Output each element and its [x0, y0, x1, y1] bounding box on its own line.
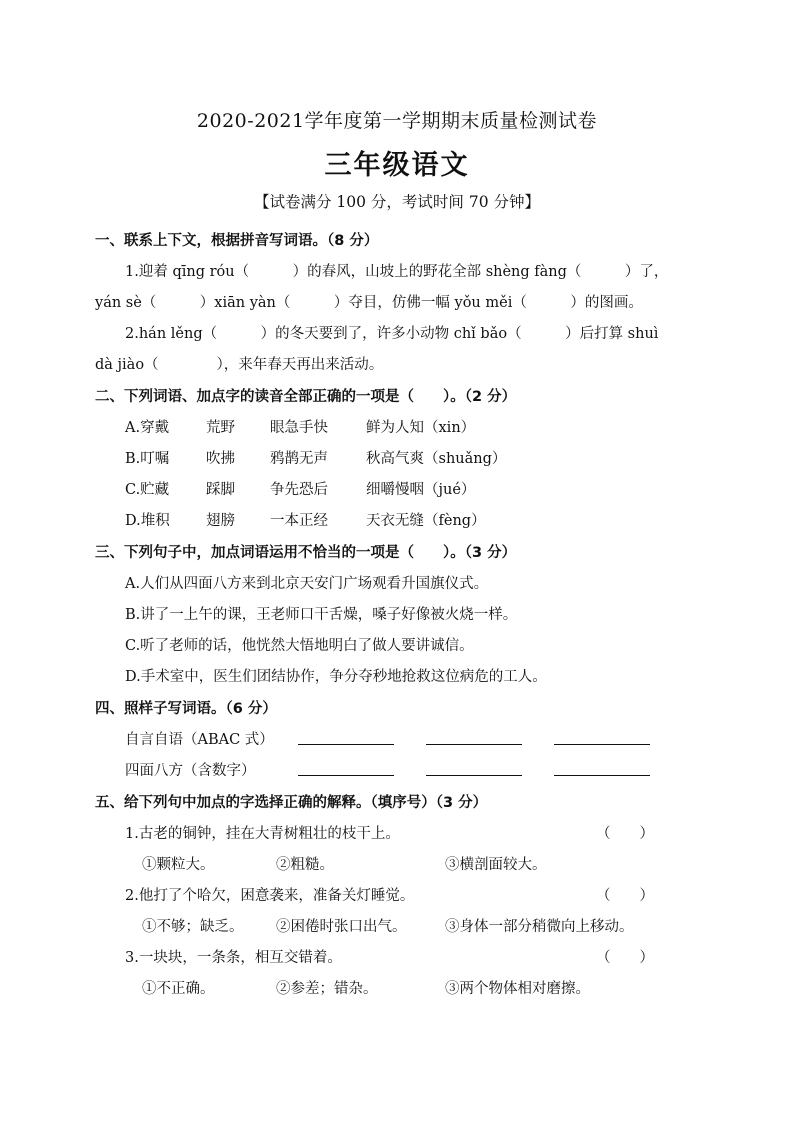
exam-note: 【试卷满分 100 分，考试时间 70 分钟】: [253, 193, 541, 211]
answer-line[interactable]: [426, 743, 522, 745]
section-1-line: yán sè（ ）xiān yàn（ ）夺目，仿佛一幅 yǒu měi（ ）的图画。: [95, 295, 643, 311]
choice-3: ③身体一部分稍微向上移动。: [445, 919, 634, 935]
answer-line[interactable]: [298, 743, 394, 745]
option-b-word1: B.叮嘱: [125, 451, 170, 467]
question-sentence: 3.一块块，一条条，相互交错着。: [125, 950, 342, 966]
choice-3: ③横剖面较大。: [445, 857, 547, 873]
option-c-word2: 踩脚: [206, 482, 235, 498]
option-c-word3: 争先恐后: [270, 482, 328, 498]
section-3-heading: 三、下列句子中，加点词语运用不恰当的一项是（ ）。（3 分）: [95, 545, 517, 561]
section-3-option: A.人们从四面八方来到北京天安门广场观看升国旗仪式。: [125, 576, 489, 592]
word-pattern-label: 自言自语（ABAC 式）: [125, 732, 274, 748]
choice-2: ②参差；错杂。: [276, 981, 378, 997]
section-1-line: 1.迎着 qīng róu（ ）的春风，山坡上的野花全部 shèng fàng（ ）了，: [125, 264, 669, 280]
answer-paren[interactable]: （ ）: [596, 888, 654, 904]
answer-paren[interactable]: （ ）: [596, 950, 654, 966]
section-1-line: 2.hán lěng（ ）的冬天要到了，许多小动物 chǐ bǎo（ ）后打算 shuì: [125, 326, 659, 342]
option-a-word2: 荒野: [206, 420, 235, 436]
section-1-heading: 一、联系上下文，根据拼音写词语。（8 分）: [95, 233, 379, 249]
option-d-word1: D.堆积: [125, 513, 170, 529]
option-d-word3: 一本正经: [270, 513, 328, 529]
choice-1: ①不正确。: [142, 981, 215, 997]
option-a-word1: A.穿戴: [125, 420, 170, 436]
section-5-heading: 五、给下列句中加点的字选择正确的解释。（填序号）（3 分）: [95, 795, 488, 811]
answer-paren[interactable]: （ ）: [596, 826, 654, 842]
question-sentence: 1.古老的铜钟，挂在大青树粗壮的枝干上。: [125, 826, 400, 842]
option-d-word2: 翅膀: [206, 513, 235, 529]
choice-2: ②困倦时张口出气。: [276, 919, 407, 935]
option-c-word4: 细嚼慢咽（jué）: [366, 482, 476, 498]
subject-title: 三年级语文: [324, 150, 470, 181]
answer-line[interactable]: [426, 774, 522, 776]
answer-line[interactable]: [554, 743, 650, 745]
word-pattern-label: 四面八方（含数字）: [125, 763, 256, 779]
option-b-word2: 吹拂: [206, 451, 235, 467]
option-b-word4: 秋高气爽（shuǎng）: [366, 451, 507, 467]
section-3-option: C.听了老师的话，他恍然大悟地明白了做人要讲诚信。: [125, 638, 474, 654]
section-3-option: D.手术室中，医生们团结协作，争分夺秒地抢救这位病危的工人。: [125, 669, 547, 685]
option-a-word3: 眼急手快: [270, 420, 328, 436]
option-d-word4: 天衣无缝（fèng）: [366, 513, 486, 529]
section-1-line: dà jiào（ ），来年春天再出来活动。: [95, 357, 384, 373]
section-4-heading: 四、照样子写词语。（6 分）: [95, 701, 277, 717]
choice-3: ③两个物体相对磨擦。: [445, 981, 590, 997]
answer-line[interactable]: [298, 774, 394, 776]
question-sentence: 2.他打了个哈欠，困意袭来，准备关灯睡觉。: [125, 888, 415, 904]
choice-1: ①颗粒大。: [142, 857, 215, 873]
exam-title: 2020-2021学年度第一学期期末质量检测试卷: [196, 110, 598, 132]
option-a-word4: 鲜为人知（xin）: [366, 420, 476, 436]
section-3-option: B.讲了一上午的课，王老师口干舌燥，嗓子好像被火烧一样。: [125, 607, 518, 623]
option-b-word3: 鸦鹊无声: [270, 451, 328, 467]
answer-line[interactable]: [554, 774, 650, 776]
choice-2: ②粗糙。: [276, 857, 334, 873]
section-2-heading: 二、下列词语、加点字的读音全部正确的一项是（ ）。（2 分）: [95, 389, 517, 405]
option-c-word1: C.贮藏: [125, 482, 170, 498]
choice-1: ①不够；缺乏。: [142, 919, 244, 935]
